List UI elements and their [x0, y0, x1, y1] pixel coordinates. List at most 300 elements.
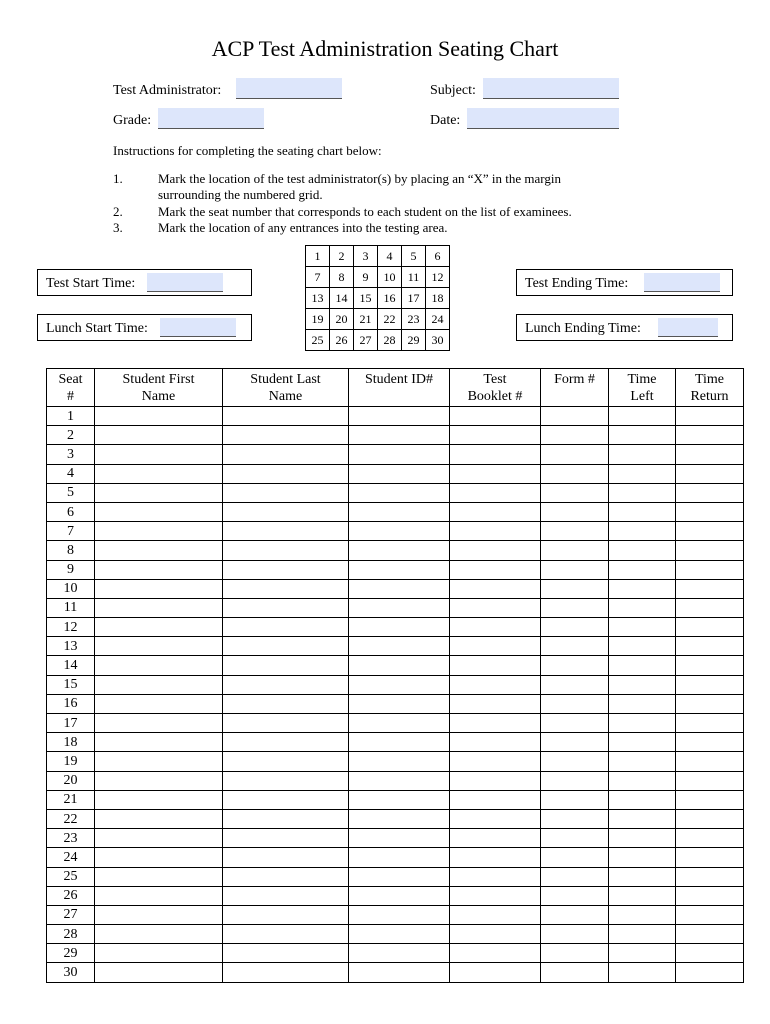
lunch-start-time-label: Lunch Start Time:	[46, 321, 148, 336]
seat-grid	[305, 245, 450, 351]
roster-entry-cell[interactable]	[349, 541, 450, 560]
roster-entry-cell[interactable]	[450, 867, 541, 886]
roster-entry-cell[interactable]	[609, 944, 676, 963]
roster-entry-cell[interactable]	[541, 598, 609, 617]
roster-entry-cell[interactable]	[609, 867, 676, 886]
roster-entry-cell[interactable]	[609, 829, 676, 848]
roster-entry-cell[interactable]	[541, 522, 609, 541]
roster-entry-cell[interactable]	[95, 714, 223, 733]
roster-entry-cell[interactable]	[609, 522, 676, 541]
roster-entry-cell[interactable]	[223, 579, 349, 598]
column-header-line: Form #	[554, 372, 595, 387]
roster-entry-cell[interactable]	[676, 502, 744, 521]
roster-entry-cell[interactable]	[609, 579, 676, 598]
roster-entry-cell[interactable]	[349, 752, 450, 771]
seat-grid-cell: 6	[426, 246, 450, 267]
date-field[interactable]	[467, 108, 619, 129]
roster-entry-cell[interactable]	[95, 426, 223, 445]
roster-entry-cell[interactable]	[450, 560, 541, 579]
roster-entry-cell[interactable]	[676, 426, 744, 445]
roster-entry-cell[interactable]	[609, 675, 676, 694]
seat-grid-cell: 14	[330, 288, 354, 309]
seat-grid-row	[306, 309, 450, 330]
roster-entry-cell[interactable]	[349, 714, 450, 733]
roster-entry-cell[interactable]	[450, 694, 541, 713]
roster-entry-cell[interactable]	[349, 656, 450, 675]
roster-entry-cell[interactable]	[349, 867, 450, 886]
roster-entry-cell[interactable]	[676, 752, 744, 771]
roster-entry-cell[interactable]	[541, 407, 609, 426]
roster-entry-cell[interactable]	[676, 963, 744, 982]
column-header-line: Booklet #	[467, 389, 523, 404]
roster-entry-cell[interactable]	[609, 445, 676, 464]
roster-entry-cell[interactable]	[349, 464, 450, 483]
roster-entry-cell[interactable]	[450, 618, 541, 637]
column-header-line: Student ID#	[364, 372, 434, 387]
roster-entry-cell[interactable]	[541, 905, 609, 924]
roster-entry-cell[interactable]	[541, 771, 609, 790]
roster-entry-cell[interactable]	[95, 560, 223, 579]
roster-entry-cell[interactable]	[349, 694, 450, 713]
roster-entry-cell[interactable]	[676, 637, 744, 656]
roster-entry-cell[interactable]	[349, 886, 450, 905]
seat-grid-cell: 24	[426, 309, 450, 330]
roster-entry-cell[interactable]	[349, 905, 450, 924]
roster-entry-cell[interactable]	[450, 963, 541, 982]
roster-entry-cell[interactable]	[676, 848, 744, 867]
roster-entry-cell[interactable]	[95, 407, 223, 426]
roster-entry-cell[interactable]	[450, 829, 541, 848]
roster-entry-cell[interactable]	[609, 848, 676, 867]
roster-entry-cell[interactable]	[349, 522, 450, 541]
seat-number-cell: 24	[47, 848, 95, 867]
roster-entry-cell[interactable]	[541, 694, 609, 713]
roster-entry-cell[interactable]	[223, 848, 349, 867]
seat-grid-cell: 15	[354, 288, 378, 309]
roster-entry-cell[interactable]	[223, 522, 349, 541]
seat-grid-cell: 2	[330, 246, 354, 267]
roster-entry-cell[interactable]	[609, 541, 676, 560]
test-start-time-label: Test Start Time:	[46, 276, 136, 291]
roster-entry-cell[interactable]	[223, 886, 349, 905]
lunch-start-time-box	[37, 314, 252, 341]
roster-entry-cell[interactable]	[676, 541, 744, 560]
roster-entry-cell[interactable]	[223, 502, 349, 521]
roster-entry-cell[interactable]	[609, 618, 676, 637]
roster-entry-cell[interactable]	[450, 483, 541, 502]
table-row	[47, 925, 744, 944]
seat-grid-cell: 18	[426, 288, 450, 309]
table-row	[47, 867, 744, 886]
table-row	[47, 464, 744, 483]
table-row	[47, 656, 744, 675]
roster-entry-cell[interactable]	[223, 445, 349, 464]
roster-entry-cell[interactable]	[609, 905, 676, 924]
seat-number-cell: 30	[47, 963, 95, 982]
roster-entry-cell[interactable]	[676, 407, 744, 426]
roster-entry-cell[interactable]	[609, 656, 676, 675]
test-start-time-box	[37, 269, 252, 296]
seat-number-cell: 21	[47, 790, 95, 809]
roster-entry-cell[interactable]	[450, 733, 541, 752]
roster-entry-cell[interactable]	[609, 809, 676, 828]
roster-entry-cell[interactable]	[349, 733, 450, 752]
roster-entry-cell[interactable]	[541, 502, 609, 521]
roster-entry-cell[interactable]	[223, 656, 349, 675]
roster-entry-cell[interactable]	[676, 618, 744, 637]
roster-entry-cell[interactable]	[450, 925, 541, 944]
roster-entry-cell[interactable]	[609, 502, 676, 521]
roster-entry-cell[interactable]	[450, 848, 541, 867]
roster-entry-cell[interactable]	[541, 867, 609, 886]
roster-entry-cell[interactable]	[676, 771, 744, 790]
roster-entry-cell[interactable]	[349, 502, 450, 521]
roster-entry-cell[interactable]	[349, 579, 450, 598]
roster-entry-cell[interactable]	[223, 426, 349, 445]
roster-entry-cell[interactable]	[223, 771, 349, 790]
roster-entry-cell[interactable]	[349, 963, 450, 982]
table-row	[47, 752, 744, 771]
roster-entry-cell[interactable]	[223, 407, 349, 426]
roster-entry-cell[interactable]	[609, 790, 676, 809]
roster-entry-cell[interactable]	[450, 675, 541, 694]
roster-entry-cell[interactable]	[676, 675, 744, 694]
seat-grid-cell: 22	[378, 309, 402, 330]
column-header-line: Student First	[122, 372, 195, 387]
roster-entry-cell[interactable]	[676, 464, 744, 483]
roster-entry-cell[interactable]	[676, 598, 744, 617]
roster-entry-cell[interactable]	[349, 445, 450, 464]
roster-entry-cell[interactable]	[541, 637, 609, 656]
roster-entry-cell[interactable]	[95, 752, 223, 771]
roster-entry-cell[interactable]	[95, 445, 223, 464]
seat-grid-cell: 30	[426, 330, 450, 351]
column-header-line: Left	[630, 389, 654, 404]
seat-number-cell: 28	[47, 925, 95, 944]
roster-entry-cell[interactable]	[223, 963, 349, 982]
roster-entry-cell[interactable]	[450, 464, 541, 483]
roster-entry-cell[interactable]	[541, 886, 609, 905]
roster-entry-cell[interactable]	[95, 925, 223, 944]
roster-entry-cell[interactable]	[676, 445, 744, 464]
table-row	[47, 714, 744, 733]
instruction-text: Mark the location of any entrances into the testing area.	[158, 220, 448, 235]
seat-number-cell: 23	[47, 829, 95, 848]
roster-entry-cell[interactable]	[609, 464, 676, 483]
roster-entry-cell[interactable]	[95, 809, 223, 828]
roster-column-header	[95, 369, 223, 407]
roster-entry-cell[interactable]	[349, 944, 450, 963]
roster-entry-cell[interactable]	[95, 733, 223, 752]
seat-grid-cell: 8	[330, 267, 354, 288]
roster-entry-cell[interactable]	[609, 637, 676, 656]
seat-number-cell: 3	[47, 445, 95, 464]
column-header-line: Time	[627, 372, 657, 387]
roster-entry-cell[interactable]	[223, 675, 349, 694]
roster-entry-cell[interactable]	[95, 905, 223, 924]
roster-entry-cell[interactable]	[541, 541, 609, 560]
roster-entry-cell[interactable]	[450, 426, 541, 445]
roster-entry-cell[interactable]	[223, 560, 349, 579]
roster-entry-cell[interactable]	[95, 675, 223, 694]
roster-table	[46, 368, 744, 983]
seat-number-cell: 5	[47, 483, 95, 502]
roster-entry-cell[interactable]	[541, 790, 609, 809]
roster-entry-cell[interactable]	[349, 407, 450, 426]
roster-entry-cell[interactable]	[223, 944, 349, 963]
seat-grid-cell: 13	[306, 288, 330, 309]
roster-entry-cell[interactable]	[223, 714, 349, 733]
roster-entry-cell[interactable]	[223, 598, 349, 617]
roster-entry-cell[interactable]	[349, 618, 450, 637]
grade-field[interactable]	[158, 108, 264, 129]
table-row	[47, 963, 744, 982]
roster-entry-cell[interactable]	[450, 771, 541, 790]
roster-entry-cell[interactable]	[223, 637, 349, 656]
roster-entry-cell[interactable]	[223, 752, 349, 771]
seat-number-cell: 17	[47, 714, 95, 733]
roster-entry-cell[interactable]	[450, 541, 541, 560]
date-label: Date:	[430, 113, 461, 128]
roster-entry-cell[interactable]	[541, 733, 609, 752]
subject-field[interactable]	[483, 78, 619, 99]
roster-entry-cell[interactable]	[676, 925, 744, 944]
roster-entry-cell[interactable]	[95, 694, 223, 713]
roster-entry-cell[interactable]	[349, 925, 450, 944]
table-row	[47, 522, 744, 541]
roster-entry-cell[interactable]	[609, 714, 676, 733]
roster-entry-cell[interactable]	[95, 579, 223, 598]
roster-entry-cell[interactable]	[676, 905, 744, 924]
roster-entry-cell[interactable]	[450, 656, 541, 675]
column-header-line: Test	[483, 372, 507, 387]
roster-entry-cell[interactable]	[676, 829, 744, 848]
roster-entry-cell[interactable]	[676, 579, 744, 598]
table-row	[47, 829, 744, 848]
roster-entry-cell[interactable]	[541, 848, 609, 867]
seat-grid-cell: 16	[378, 288, 402, 309]
table-row	[47, 771, 744, 790]
roster-column-header	[450, 369, 541, 407]
roster-entry-cell[interactable]	[95, 618, 223, 637]
roster-column-header	[223, 369, 349, 407]
roster-entry-cell[interactable]	[541, 483, 609, 502]
roster-entry-cell[interactable]	[95, 637, 223, 656]
seat-number-cell: 11	[47, 598, 95, 617]
roster-entry-cell[interactable]	[541, 445, 609, 464]
seat-number-cell: 20	[47, 771, 95, 790]
roster-entry-cell[interactable]	[95, 790, 223, 809]
instruction-number: 1.	[113, 171, 123, 186]
table-row	[47, 560, 744, 579]
roster-entry-cell[interactable]	[349, 598, 450, 617]
table-row	[47, 675, 744, 694]
lunch-start-time-field[interactable]	[160, 318, 236, 337]
roster-entry-cell[interactable]	[95, 771, 223, 790]
roster-entry-cell[interactable]	[541, 618, 609, 637]
roster-entry-cell[interactable]	[95, 656, 223, 675]
seat-number-cell: 8	[47, 541, 95, 560]
seat-grid-cell: 20	[330, 309, 354, 330]
roster-entry-cell[interactable]	[95, 867, 223, 886]
seat-grid-cell: 1	[306, 246, 330, 267]
grade-label: Grade:	[113, 113, 152, 128]
column-header-line: Name	[268, 389, 303, 404]
seat-number-cell: 19	[47, 752, 95, 771]
roster-entry-cell[interactable]	[541, 579, 609, 598]
roster-entry-cell[interactable]	[223, 618, 349, 637]
roster-entry-cell[interactable]	[450, 790, 541, 809]
seat-number-cell: 27	[47, 905, 95, 924]
roster-entry-cell[interactable]	[676, 483, 744, 502]
roster-entry-cell[interactable]	[349, 426, 450, 445]
roster-entry-cell[interactable]	[609, 694, 676, 713]
roster-entry-cell[interactable]	[609, 598, 676, 617]
roster-entry-cell[interactable]	[676, 656, 744, 675]
roster-entry-cell[interactable]	[541, 963, 609, 982]
roster-entry-cell[interactable]	[609, 733, 676, 752]
roster-entry-cell[interactable]	[349, 483, 450, 502]
roster-entry-cell[interactable]	[450, 905, 541, 924]
roster-entry-cell[interactable]	[541, 560, 609, 579]
roster-entry-cell[interactable]	[450, 714, 541, 733]
roster-entry-cell[interactable]	[349, 771, 450, 790]
roster-entry-cell[interactable]	[609, 771, 676, 790]
roster-entry-cell[interactable]	[95, 944, 223, 963]
roster-entry-cell[interactable]	[541, 944, 609, 963]
seat-number-cell: 22	[47, 809, 95, 828]
roster-entry-cell[interactable]	[541, 925, 609, 944]
seat-grid-cell: 5	[402, 246, 426, 267]
roster-entry-cell[interactable]	[609, 925, 676, 944]
seat-grid-row	[306, 330, 450, 351]
roster-entry-cell[interactable]	[541, 426, 609, 445]
roster-entry-cell[interactable]	[450, 407, 541, 426]
roster-entry-cell[interactable]	[95, 483, 223, 502]
roster-entry-cell[interactable]	[95, 963, 223, 982]
test-end-time-field[interactable]	[644, 273, 720, 292]
table-row	[47, 944, 744, 963]
roster-entry-cell[interactable]	[676, 733, 744, 752]
column-header-line: Return	[690, 389, 729, 404]
table-row	[47, 483, 744, 502]
roster-entry-cell[interactable]	[609, 560, 676, 579]
roster-entry-cell[interactable]	[450, 579, 541, 598]
roster-entry-cell[interactable]	[676, 867, 744, 886]
roster-entry-cell[interactable]	[609, 963, 676, 982]
roster-entry-cell[interactable]	[95, 541, 223, 560]
roster-entry-cell[interactable]	[541, 675, 609, 694]
roster-entry-cell[interactable]	[450, 445, 541, 464]
roster-entry-cell[interactable]	[450, 522, 541, 541]
column-header-line: Student Last	[250, 372, 321, 387]
roster-entry-cell[interactable]	[676, 694, 744, 713]
roster-entry-cell[interactable]	[95, 829, 223, 848]
roster-entry-cell[interactable]	[541, 829, 609, 848]
roster-entry-cell[interactable]	[349, 848, 450, 867]
roster-entry-cell[interactable]	[541, 714, 609, 733]
roster-entry-cell[interactable]	[676, 714, 744, 733]
table-row	[47, 502, 744, 521]
roster-entry-cell[interactable]	[223, 829, 349, 848]
roster-entry-cell[interactable]	[95, 464, 223, 483]
column-header-line: Seat	[58, 372, 83, 387]
roster-entry-cell[interactable]	[541, 809, 609, 828]
roster-entry-cell[interactable]	[450, 502, 541, 521]
roster-entry-cell[interactable]	[223, 464, 349, 483]
roster-entry-cell[interactable]	[450, 598, 541, 617]
roster-entry-cell[interactable]	[609, 426, 676, 445]
roster-entry-cell[interactable]	[223, 867, 349, 886]
instruction-number: 3.	[113, 220, 123, 235]
roster-entry-cell[interactable]	[676, 886, 744, 905]
lunch-end-time-field[interactable]	[658, 318, 718, 337]
roster-entry-cell[interactable]	[223, 733, 349, 752]
roster-entry-cell[interactable]	[349, 809, 450, 828]
roster-entry-cell[interactable]	[450, 944, 541, 963]
table-row	[47, 541, 744, 560]
roster-entry-cell[interactable]	[450, 809, 541, 828]
table-row	[47, 598, 744, 617]
roster-entry-cell[interactable]	[609, 886, 676, 905]
roster-entry-cell[interactable]	[223, 541, 349, 560]
roster-entry-cell[interactable]	[95, 848, 223, 867]
table-row	[47, 618, 744, 637]
instruction-number: 2.	[113, 204, 123, 219]
table-row	[47, 886, 744, 905]
roster-entry-cell[interactable]	[349, 829, 450, 848]
seat-number-cell: 16	[47, 694, 95, 713]
seat-grid-cell: 7	[306, 267, 330, 288]
roster-entry-cell[interactable]	[541, 464, 609, 483]
roster-entry-cell[interactable]	[95, 886, 223, 905]
roster-entry-cell[interactable]	[676, 522, 744, 541]
table-row	[47, 407, 744, 426]
roster-entry-cell[interactable]	[349, 637, 450, 656]
roster-entry-cell[interactable]	[676, 809, 744, 828]
roster-entry-cell[interactable]	[95, 502, 223, 521]
roster-entry-cell[interactable]	[541, 752, 609, 771]
roster-entry-cell[interactable]	[349, 790, 450, 809]
roster-entry-cell[interactable]	[676, 560, 744, 579]
roster-entry-cell[interactable]	[349, 560, 450, 579]
roster-entry-cell[interactable]	[676, 790, 744, 809]
roster-entry-cell[interactable]	[95, 598, 223, 617]
roster-entry-cell[interactable]	[349, 675, 450, 694]
roster-entry-cell[interactable]	[223, 790, 349, 809]
roster-entry-cell[interactable]	[541, 656, 609, 675]
test-start-time-field[interactable]	[147, 273, 223, 292]
roster-entry-cell[interactable]	[609, 752, 676, 771]
roster-entry-cell[interactable]	[223, 694, 349, 713]
administrator-field[interactable]	[236, 78, 342, 99]
roster-entry-cell[interactable]	[223, 809, 349, 828]
roster-entry-cell[interactable]	[450, 752, 541, 771]
roster-entry-cell[interactable]	[223, 905, 349, 924]
roster-entry-cell[interactable]	[223, 483, 349, 502]
seat-number-cell: 1	[47, 407, 95, 426]
column-header-line: Time	[694, 372, 725, 387]
roster-entry-cell[interactable]	[676, 944, 744, 963]
roster-entry-cell[interactable]	[450, 637, 541, 656]
table-row	[47, 579, 744, 598]
test-end-time-label: Test Ending Time:	[525, 276, 629, 291]
roster-entry-cell[interactable]	[95, 522, 223, 541]
roster-entry-cell[interactable]	[450, 886, 541, 905]
roster-entry-cell[interactable]	[609, 407, 676, 426]
roster-entry-cell[interactable]	[223, 925, 349, 944]
roster-entry-cell[interactable]	[609, 483, 676, 502]
